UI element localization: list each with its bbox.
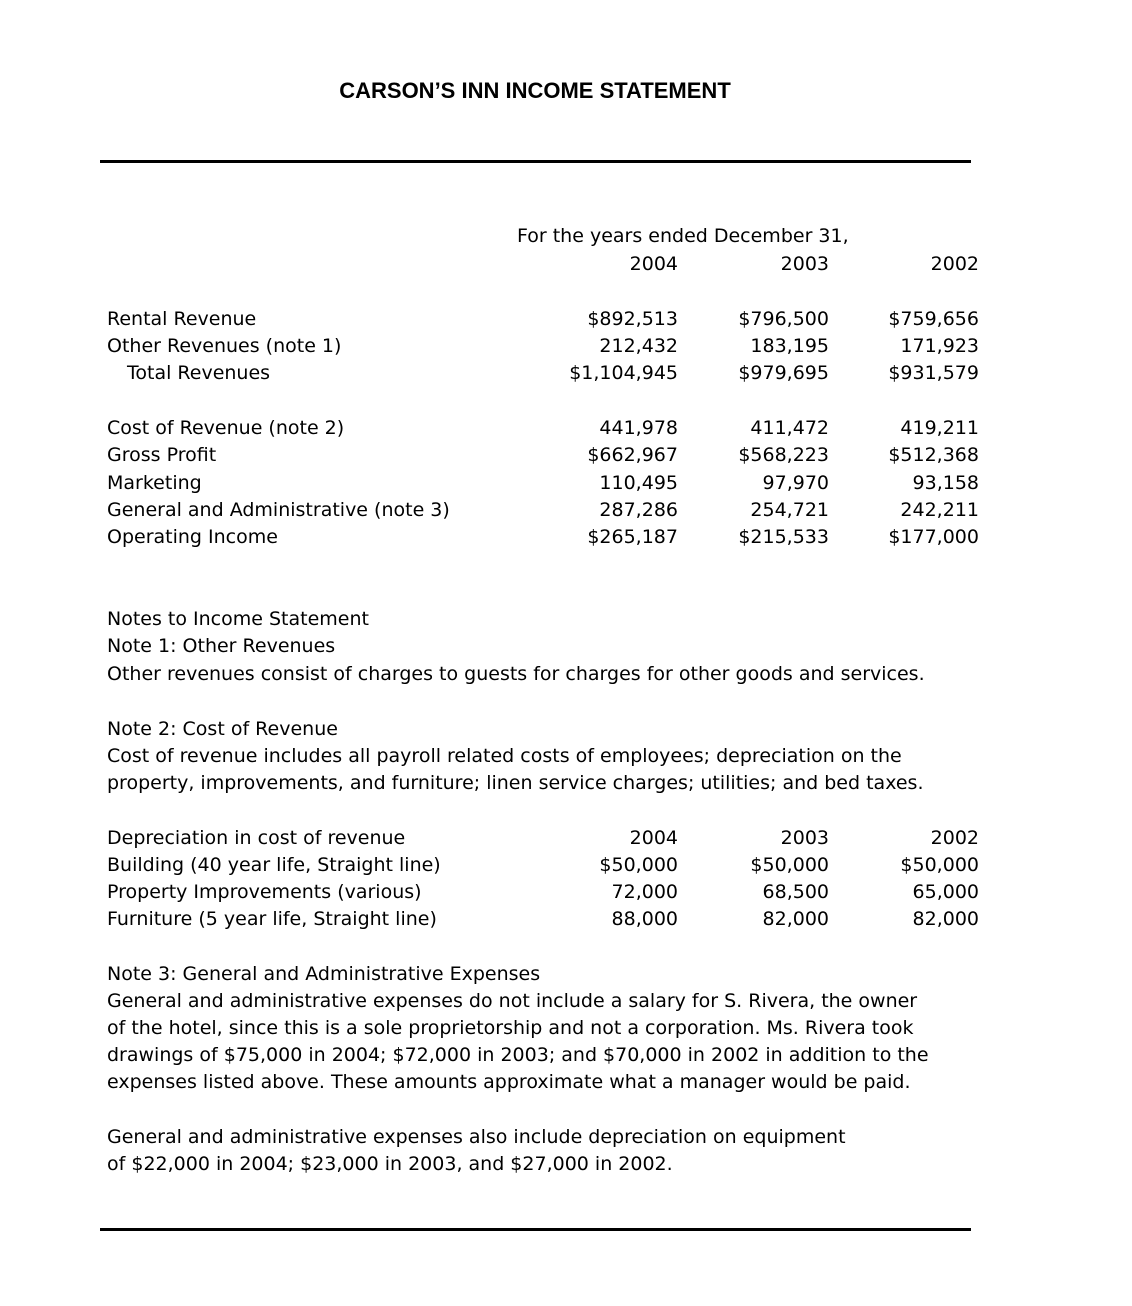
note3-title: Note 3: General and Administrative Expenses (107, 963, 541, 985)
year-header-2004: 2004 (629, 253, 678, 275)
note3b-text-line1: General and administrative expenses also include depreciation on equipment (107, 1126, 846, 1148)
note2-text-line1: Cost of revenue includes all payroll related costs of employees; depreciation on the (107, 745, 902, 767)
row-value-2003: $568,223 (738, 444, 829, 466)
row-value-2002: 93,158 (912, 472, 979, 494)
row-value-2002: 171,923 (900, 335, 979, 357)
row-value-2004: $662,967 (587, 444, 678, 466)
row-value-2003: 411,472 (750, 417, 829, 439)
top-divider (100, 160, 971, 163)
row-value-2004: 212,432 (599, 335, 678, 357)
row-value-2003: 183,195 (750, 335, 829, 357)
row-value-2004: 110,495 (599, 472, 678, 494)
row-label: Rental Revenue (107, 308, 257, 330)
row-value-2002: 242,211 (900, 499, 979, 521)
page-title: CARSON’S INN INCOME STATEMENT (339, 78, 731, 103)
depreciation-year-2004: 2004 (629, 827, 678, 849)
row-value-2002: $512,368 (888, 444, 979, 466)
row-label: Operating Income (107, 526, 278, 548)
row-label: Other Revenues (note 1) (107, 335, 342, 357)
row-value-2002: $177,000 (888, 526, 979, 548)
year-header-2002: 2002 (930, 253, 979, 275)
row-label: Total Revenues (127, 362, 271, 384)
row-value-2003: $50,000 (750, 854, 829, 876)
notes-heading: Notes to Income Statement (107, 608, 369, 630)
row-value-2002: $759,656 (888, 308, 979, 330)
row-value-2002: $50,000 (900, 854, 979, 876)
row-value-2003: $796,500 (738, 308, 829, 330)
note2-title: Note 2: Cost of Revenue (107, 718, 338, 740)
row-value-2004: $265,187 (587, 526, 678, 548)
row-label: Gross Profit (107, 444, 217, 466)
depreciation-header-label: Depreciation in cost of revenue (107, 827, 406, 849)
note3-text-line3: drawings of $75,000 in 2004; $72,000 in 2003; and $70,000 in 2002 in addition to the (107, 1044, 929, 1066)
note3-text-line2: of the hotel, since this is a sole proprietorship and not a corporation. Ms. Rivera took (107, 1017, 914, 1039)
row-value-2002: 65,000 (912, 881, 979, 903)
depreciation-year-2003: 2003 (780, 827, 829, 849)
row-value-2004: $50,000 (599, 854, 678, 876)
note3-text-line4: expenses listed above. These amounts approximate what a manager would be paid. (107, 1071, 911, 1093)
row-value-2002: 82,000 (912, 908, 979, 930)
row-value-2004: $892,513 (587, 308, 678, 330)
row-label: Property Improvements (various) (107, 881, 422, 903)
row-label: General and Administrative (note 3) (107, 499, 450, 521)
row-value-2004: 441,978 (599, 417, 678, 439)
row-value-2004: $1,104,945 (569, 362, 678, 384)
note1-title: Note 1: Other Revenues (107, 635, 336, 657)
row-value-2003: 97,970 (762, 472, 829, 494)
year-header-2003: 2003 (780, 253, 829, 275)
row-label: Marketing (107, 472, 202, 494)
row-value-2004: 72,000 (611, 881, 678, 903)
row-value-2002: 419,211 (900, 417, 979, 439)
row-value-2003: $979,695 (738, 362, 829, 384)
row-value-2003: 82,000 (762, 908, 829, 930)
note1-text: Other revenues consist of charges to guests for charges for other goods and services. (107, 663, 925, 685)
period-header: For the years ended December 31, (517, 225, 849, 247)
row-value-2004: 88,000 (611, 908, 678, 930)
depreciation-year-2002: 2002 (930, 827, 979, 849)
row-value-2003: 68,500 (762, 881, 829, 903)
row-value-2003: $215,533 (738, 526, 829, 548)
row-label: Building (40 year life, Straight line) (107, 854, 441, 876)
row-value-2004: 287,286 (599, 499, 678, 521)
bottom-divider (100, 1228, 971, 1231)
note2-text-line2: property, improvements, and furniture; linen service charges; utilities; and bed taxes. (107, 772, 924, 794)
note3-text-line1: General and administrative expenses do not include a salary for S. Rivera, the owner (107, 990, 918, 1012)
row-label: Furniture (5 year life, Straight line) (107, 908, 437, 930)
row-value-2002: $931,579 (888, 362, 979, 384)
row-label: Cost of Revenue (note 2) (107, 417, 345, 439)
row-value-2003: 254,721 (750, 499, 829, 521)
note3b-text-line2: of $22,000 in 2004; $23,000 in 2003, and $27,000 in 2002. (107, 1153, 673, 1175)
